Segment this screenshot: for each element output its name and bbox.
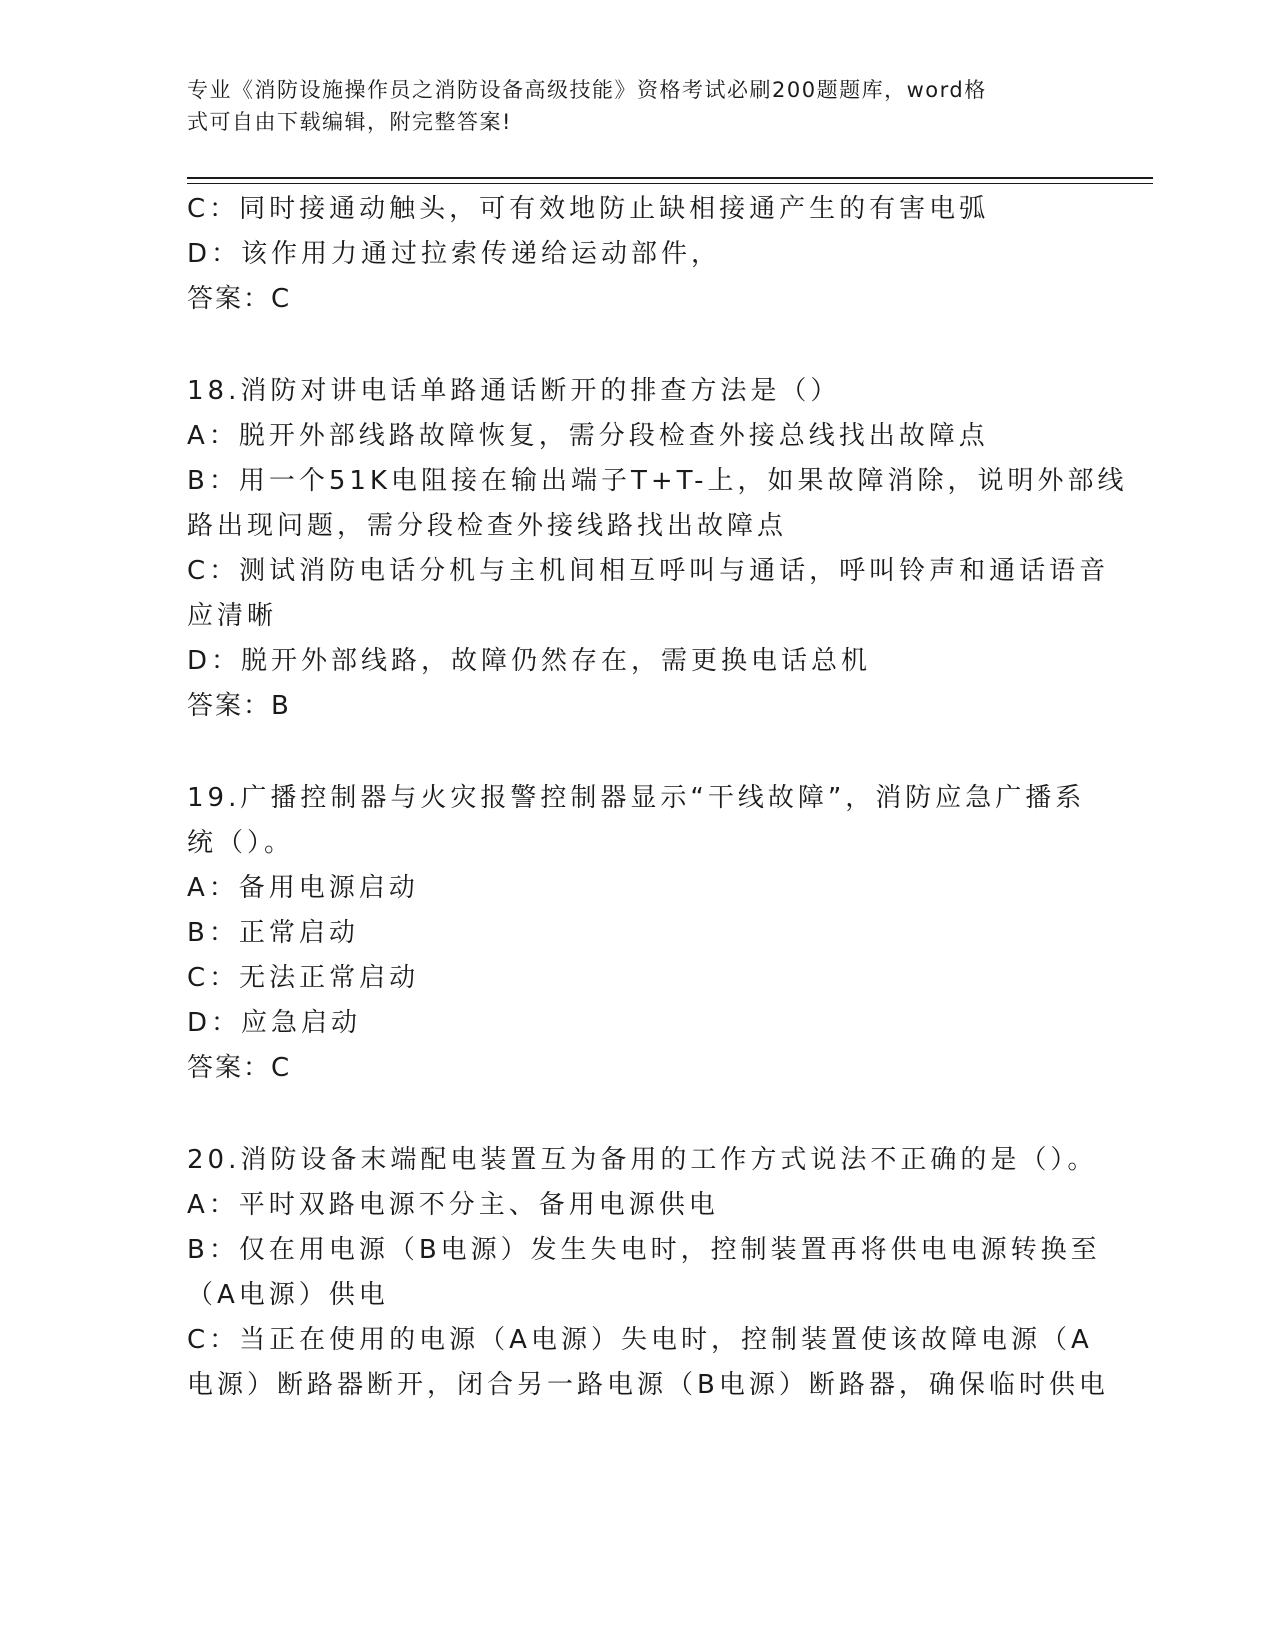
header-title-line-1: 专业《消防设施操作员之消防设备高级技能》资格考试必刷200题题库，word格 (187, 78, 987, 102)
header-divider-thin (187, 183, 1153, 184)
option-c: C：同时接通动触头，可有效地防止缺相接通产生的有害电弧 (187, 194, 990, 224)
spacer (187, 1091, 1087, 1138)
option-c-continued: 应清晰 (187, 601, 278, 631)
question-stem: 18.消防对讲电话单路通话断开的排查方法是（） (187, 376, 841, 406)
answer-line: 答案：C (187, 284, 292, 314)
option-c: C：测试消防电话分机与主机间相互呼叫与通话，呼叫铃声和通话语音 (187, 556, 1110, 586)
option-c-continued: 电源）断路器断开，闭合另一路电源（B电源）断路器，确保临时供电 (187, 1370, 1109, 1400)
option-b: B：正常启动 (187, 918, 359, 948)
question-stem: 20.消防设备末端配电装置互为备用的工作方式说法不正确的是（）。 (187, 1145, 1098, 1175)
option-a: A：脱开外部线路故障恢复，需分段检查外接总线找出故障点 (187, 421, 989, 451)
option-c: C：无法正常启动 (187, 963, 420, 993)
option-b: B：用一个51K电阻接在输出端子T+T-上，如果故障消除，说明外部线 (187, 466, 1128, 496)
header-divider-thick (187, 177, 1153, 179)
question-block-20 (187, 1138, 1109, 1408)
question-block-18 (187, 369, 1128, 729)
answer-line: 答案：C (187, 1053, 292, 1083)
option-c: C：当正在使用的电源（A电源）失电时，控制装置使该故障电源（A (187, 1325, 1093, 1355)
option-d: D：该作用力通过拉索传递给运动部件， (187, 239, 722, 269)
header-title-line-2: 式可自由下载编辑，附完整答案! (187, 110, 512, 134)
question-block-17 (187, 187, 1087, 322)
document-header (187, 74, 1067, 138)
option-b: B：仅在用电源（B电源）发生失电时，控制装置再将供电电源转换至 (187, 1235, 1101, 1265)
option-b-continued: 路出现问题，需分段检查外接线路找出故障点 (187, 511, 788, 541)
spacer (187, 729, 1087, 776)
option-b-continued: （A电源）供电 (187, 1280, 389, 1310)
option-a: A：平时双路电源不分主、备用电源供电 (187, 1190, 719, 1220)
option-a: A：备用电源启动 (187, 873, 419, 903)
question-list (187, 187, 1128, 1408)
question-stem-continued: 统（）。 (187, 828, 295, 858)
option-d: D：应急启动 (187, 1008, 362, 1038)
answer-line: 答案：B (187, 691, 291, 721)
spacer (187, 322, 1087, 369)
question-stem: 19.广播控制器与火灾报警控制器显示“干线故障”，消防应急广播系 (187, 783, 1086, 813)
option-d: D：脱开外部线路，故障仍然存在，需更换电话总机 (187, 646, 872, 676)
question-block-19 (187, 776, 1087, 1091)
